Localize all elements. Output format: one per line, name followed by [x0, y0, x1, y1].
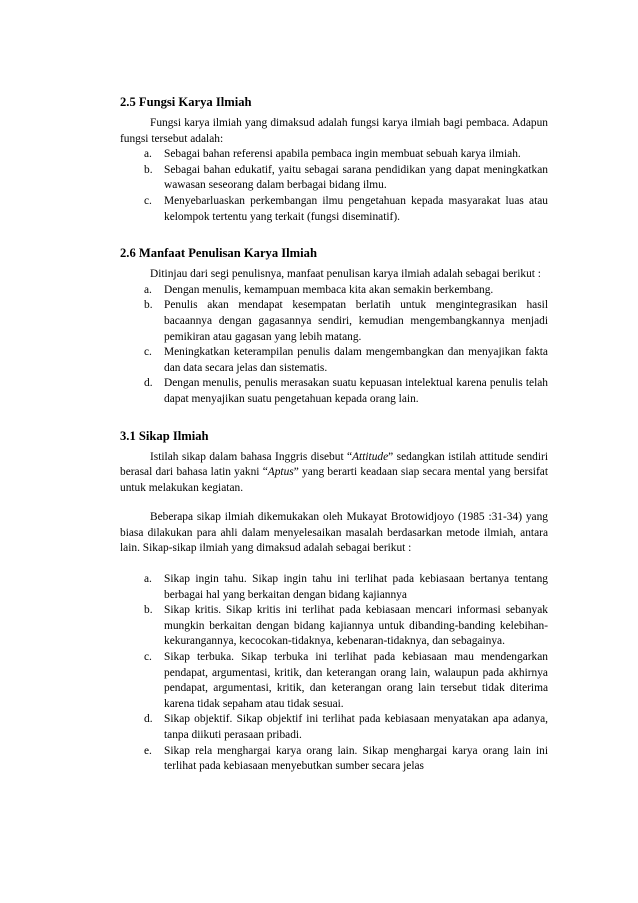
list — [120, 572, 548, 775]
list-item — [120, 283, 548, 299]
list-item — [120, 147, 548, 163]
section-fungsi-karya-ilmiah — [120, 94, 548, 225]
section-intro: Fungsi karya ilmiah yang dimaksud adalah fungsi karya ilmiah bagi pembaca. Adapun fungsi tersebut adalah: — [120, 117, 548, 145]
list-marker: c. — [144, 194, 152, 207]
list-item-text: Dengan menulis, penulis merasakan suatu kepuasan intelektual karena penulis telah dapat menyajikan suatu pengetahuan kepada orang lain. — [164, 377, 548, 405]
list-marker: b. — [144, 163, 153, 176]
list-marker: d. — [144, 713, 153, 726]
list-marker: a. — [144, 573, 152, 586]
list-item-text: Dengan menulis, kemampuan membaca kita akan semakin berkembang. — [164, 283, 494, 296]
section-intro: Ditinjau dari segi penulisnya, manfaat penulisan karya ilmiah adalah sebagai berikut : — [150, 268, 541, 281]
list — [120, 283, 548, 408]
list-item — [120, 572, 548, 603]
list-marker: c. — [144, 346, 152, 359]
list-item — [120, 194, 548, 225]
section-intro — [120, 450, 548, 497]
list-item-text: Sebagai bahan referensi apabila pembaca ingin membuat sebuah karya ilmiah. — [164, 148, 521, 161]
list-item-text: Sikap terbuka. Sikap terbuka ini terlihat pada kebiasaan mau mendengarkan pendapat, argumentasi, kritik, dan keterangan orang lain, walaupun pada akhirnya pendapat, argumentasi, kritik, dan keterangan orang lain tersebut tidak diterima karena tidak sepaham atau tidak sesuai. — [164, 651, 548, 710]
intro-text: ” yang berarti keadaan siap secara mental yang bersifat untuk melakukan kegiatan. — [120, 466, 548, 494]
list-item — [120, 744, 548, 775]
italic-term: Aptus — [267, 466, 294, 479]
list-item-text: Sebagai bahan edukatif, yaitu sebagai sarana pendidikan yang dapat meningkatkan wawasan seseorang dalam berbagai bidang ilmu. — [164, 163, 548, 192]
intro-text: Istilah sikap dalam bahasa Inggris disebut “ — [150, 450, 353, 463]
page-content — [120, 94, 548, 795]
list-marker: a. — [144, 148, 152, 161]
list-marker: d. — [144, 377, 153, 390]
section-manfaat-penulisan — [120, 245, 548, 407]
section-heading: 2.5 Fungsi Karya Ilmiah — [120, 95, 252, 109]
section-heading: 3.1 Sikap Ilmiah — [120, 428, 209, 443]
list-item — [120, 345, 548, 376]
list-item-text: Meningkatkan keterampilan penulis dalam mengembangkan dan menyajikan fakta dan data secara jelas dan sistematis. — [164, 346, 548, 374]
list-marker: a. — [144, 283, 152, 296]
list-marker: b. — [144, 604, 153, 617]
list-marker: e. — [144, 744, 152, 757]
section-sikap-ilmiah — [120, 428, 548, 775]
italic-term: Attitude — [352, 450, 389, 463]
list-item — [120, 376, 548, 407]
intro-text: ” sedangkan istilah attitude sendiri berasal dari bahasa latin yakni “ — [120, 450, 548, 479]
list-item — [120, 298, 548, 345]
list-marker: c. — [144, 651, 152, 664]
paragraph: Beberapa sikap ilmiah dikemukakan oleh Mukayat Brotowidjoyo (1985 :31-34) yang biasa dilakukan para ahli dalam menyelesaikan masalah berdasarkan metode ilmiah, antara lain. Sikap-sikap ilmiah yang dimaksud adalah sebagai berikut : — [120, 511, 548, 555]
list-item — [120, 650, 548, 712]
list-item — [120, 163, 548, 194]
list-item — [120, 712, 548, 743]
list-item-text: Sikap objektif. Sikap objektif ini terlihat pada kebiasaan menyatakan apa adanya, tanpa diikuti perasaan pribadi. — [164, 713, 548, 741]
list-item-text: Penulis akan mendapat kesempatan berlatih untuk mengintegrasikan hasil bacaannya dengan gagasannya sendiri, kemudian mengembangkannya menjadi pemikiran atau gagasan yang lebih matang. — [164, 299, 548, 343]
section-heading: 2.6 Manfaat Penulisan Karya Ilmiah — [120, 246, 317, 261]
list-item — [120, 603, 548, 650]
list — [120, 147, 548, 225]
list-item-text: Sikap rela menghargai karya orang lain. Sikap menghargai karya orang lain ini terlihat pada kebiasaan menyebutkan sumber secara jelas — [164, 744, 548, 773]
list-item-text: Menyebarluaskan perkembangan ilmu pengetahuan kepada masyarakat luas atau kelompok tertentu yang terkait (fungsi diseminatif). — [164, 194, 548, 223]
list-marker: b. — [144, 299, 153, 312]
list-item-text: Sikap ingin tahu. Sikap ingin tahu ini terlihat pada kebiasaan bertanya tentang berbagai hal yang berkaitan dengan bidang kajiannya — [164, 573, 548, 601]
list-item-text: Sikap kritis. Sikap kritis ini terlihat pada kebiasaan mencari informasi sebanyak mungkin berkaitan dengan bidang kajiannya untuk dibanding-banding kelebihan-kekurangannya, kecocokan-tidaknya, kebenaran-tidaknya, dan sebagainya. — [164, 604, 548, 648]
